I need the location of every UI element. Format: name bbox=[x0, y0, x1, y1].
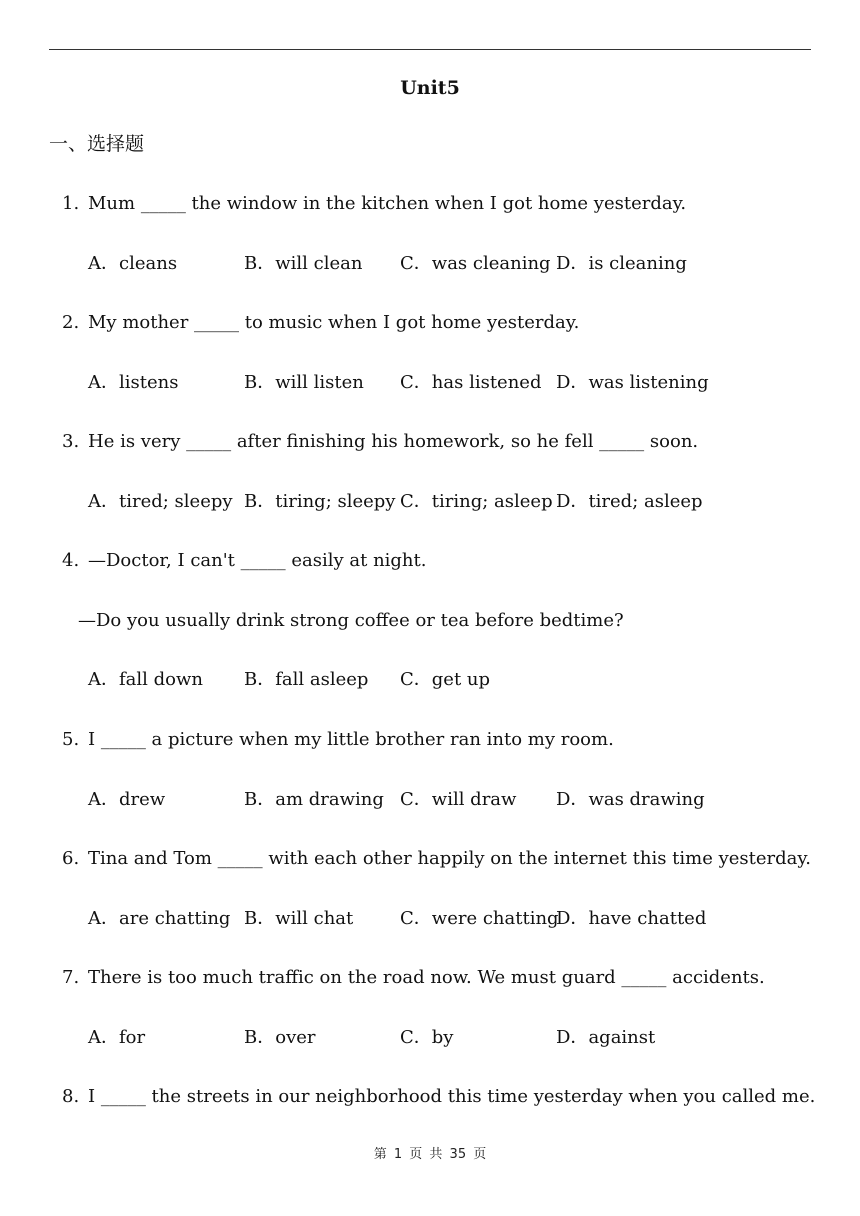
option-letter: D． bbox=[556, 788, 589, 810]
option-letter: C． bbox=[400, 907, 432, 929]
option-text: over bbox=[275, 1026, 316, 1048]
option-text: were chatting bbox=[431, 907, 559, 929]
dialog-text: —Do you usually drink strong coffee or tea before bedtime? bbox=[78, 609, 624, 631]
option-d[interactable] bbox=[556, 907, 706, 931]
option-text: will clean bbox=[275, 252, 363, 274]
question-number: 8. bbox=[62, 1086, 80, 1107]
option-d[interactable] bbox=[556, 252, 687, 276]
page-footer: 第 1 页 共 35 页 bbox=[373, 1147, 487, 1162]
option-text: against bbox=[588, 1026, 656, 1048]
question-number: 1. bbox=[62, 193, 80, 214]
option-text: fall down bbox=[119, 669, 203, 690]
option-letter: B． bbox=[244, 252, 276, 274]
option-text: fall asleep bbox=[275, 669, 369, 690]
option-letter: A． bbox=[88, 1026, 119, 1048]
option-letter: B． bbox=[244, 371, 276, 393]
option-b[interactable] bbox=[244, 252, 362, 276]
option-text: am drawing bbox=[275, 788, 384, 810]
option-text: are chatting bbox=[119, 907, 231, 929]
option-letter: C． bbox=[400, 371, 432, 393]
option-text: was listening bbox=[588, 371, 709, 393]
option-letter: C． bbox=[400, 669, 432, 690]
document-title: Unit5 bbox=[400, 77, 460, 99]
option-d[interactable] bbox=[556, 371, 709, 395]
option-text: by bbox=[431, 1026, 454, 1048]
question-number: 6. bbox=[62, 848, 80, 869]
question-text: There is too much traffic on the road now. We must guard _____ accidents. bbox=[88, 967, 765, 988]
option-b[interactable] bbox=[244, 1026, 316, 1050]
option-letter: D． bbox=[556, 371, 589, 393]
option-letter: A． bbox=[88, 252, 119, 274]
option-letter: C． bbox=[400, 1026, 432, 1048]
question-text: I _____ the streets in our neighborhood this time yesterday when you called me. bbox=[88, 1086, 816, 1107]
option-c[interactable] bbox=[400, 788, 516, 812]
question-text: Mum _____ the window in the kitchen when I got home yesterday. bbox=[88, 193, 687, 214]
option-letter: A． bbox=[88, 490, 119, 512]
option-d[interactable] bbox=[556, 1026, 655, 1050]
question-number: 2. bbox=[62, 312, 80, 333]
option-letter: B． bbox=[244, 669, 276, 690]
option-a[interactable] bbox=[88, 252, 177, 276]
option-letter: D． bbox=[556, 907, 589, 929]
option-text: was cleaning bbox=[431, 252, 551, 274]
option-letter: B． bbox=[244, 1026, 276, 1048]
option-letter: A． bbox=[88, 788, 119, 810]
option-letter: B． bbox=[244, 490, 276, 512]
option-letter: B． bbox=[244, 907, 276, 929]
option-b[interactable] bbox=[244, 907, 353, 931]
option-d[interactable] bbox=[556, 788, 705, 812]
option-letter: C． bbox=[400, 252, 432, 274]
option-text: for bbox=[119, 1026, 146, 1048]
option-a[interactable] bbox=[88, 668, 203, 692]
option-text: will listen bbox=[275, 371, 364, 393]
option-text: will chat bbox=[275, 907, 354, 929]
option-d[interactable] bbox=[556, 490, 703, 514]
option-a[interactable] bbox=[88, 788, 165, 812]
option-text: tiring; sleepy bbox=[275, 490, 396, 512]
option-letter: D． bbox=[556, 252, 589, 274]
option-letter: C． bbox=[400, 788, 432, 810]
option-letter: A． bbox=[88, 907, 119, 929]
question-text: —Doctor, I can't _____ easily at night. bbox=[88, 550, 427, 571]
question-text: My mother _____ to music when I got home yesterday. bbox=[88, 312, 580, 333]
option-c[interactable] bbox=[400, 907, 559, 931]
option-c[interactable] bbox=[400, 1026, 453, 1050]
question-number: 5. bbox=[62, 729, 80, 750]
option-a[interactable] bbox=[88, 371, 178, 395]
option-text: have chatted bbox=[588, 907, 707, 929]
option-c[interactable] bbox=[400, 490, 553, 514]
option-b[interactable] bbox=[244, 668, 368, 692]
option-letter: B． bbox=[244, 788, 276, 810]
option-text: drew bbox=[119, 788, 166, 810]
option-b[interactable] bbox=[244, 371, 364, 395]
option-letter: A． bbox=[88, 669, 119, 690]
option-text: is cleaning bbox=[588, 252, 687, 274]
option-letter: C． bbox=[400, 490, 432, 512]
question-number: 7. bbox=[62, 967, 80, 988]
option-b[interactable] bbox=[244, 490, 395, 514]
option-text: tired; asleep bbox=[588, 490, 703, 512]
option-text: cleans bbox=[119, 252, 178, 274]
option-letter: D． bbox=[556, 1026, 589, 1048]
option-text: was drawing bbox=[588, 788, 705, 810]
question-text: He is very _____ after finishing his homework, so he fell _____ soon. bbox=[88, 431, 699, 452]
option-letter: D． bbox=[556, 490, 589, 512]
option-c[interactable] bbox=[400, 668, 490, 692]
question-text: I _____ a picture when my little brother ran into my room. bbox=[88, 729, 614, 750]
option-text: has listened bbox=[431, 371, 542, 393]
option-b[interactable] bbox=[244, 788, 384, 812]
option-c[interactable] bbox=[400, 371, 541, 395]
option-text: tired; sleepy bbox=[119, 490, 233, 512]
option-text: tiring; asleep bbox=[431, 490, 553, 512]
question-text: Tina and Tom _____ with each other happily on the internet this time yesterday. bbox=[88, 848, 811, 869]
option-text: get up bbox=[431, 669, 491, 690]
option-a[interactable] bbox=[88, 1026, 145, 1050]
option-a[interactable] bbox=[88, 907, 230, 931]
section-heading: 一、选择题 bbox=[49, 133, 145, 155]
question-number: 3. bbox=[62, 431, 80, 452]
option-text: listens bbox=[119, 371, 179, 393]
option-letter: A． bbox=[88, 371, 119, 393]
question-number: 4. bbox=[62, 550, 80, 571]
option-a[interactable] bbox=[88, 490, 233, 514]
option-text: will draw bbox=[431, 788, 517, 810]
option-c[interactable] bbox=[400, 252, 551, 276]
